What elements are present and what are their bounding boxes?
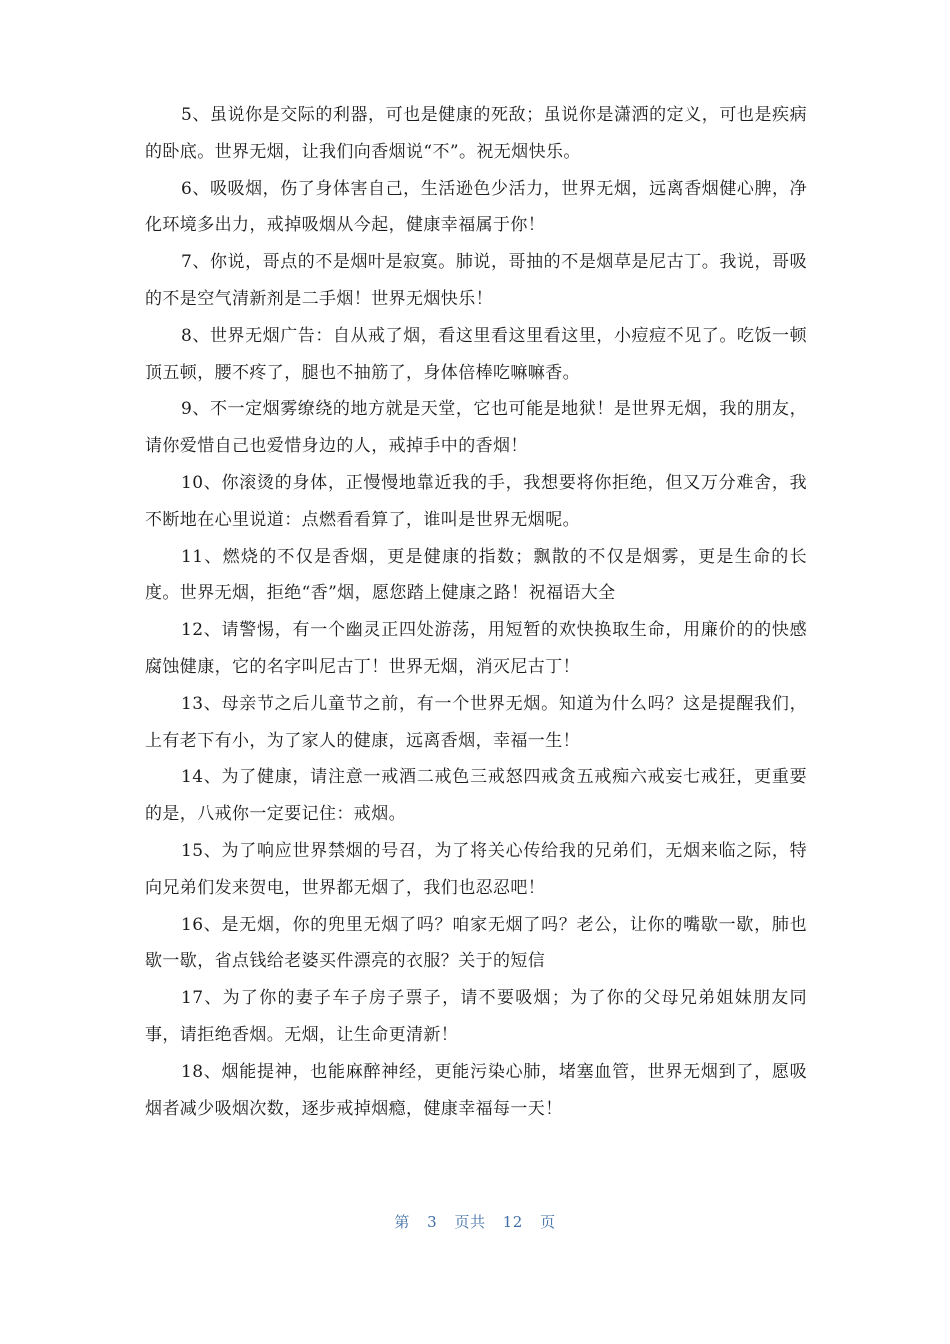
paragraph-item-9: 9、不一定烟雾缭绕的地方就是天堂，它也可能是地狱！是世界无烟，我的朋友，请你爱惜自己也爱惜身边的人，戒掉手中的香烟！ (145, 399, 807, 457)
paragraph-item-5: 5、虽说你是交际的利器，可也是健康的死敌；虽说你是潇洒的定义，可也是疾病的卧底。世界无烟，让我们向香烟说“不”。祝无烟快乐。 (145, 105, 807, 162)
document-body (145, 97, 807, 1127)
paragraph-item-7: 7、你说，哥点的不是烟叶是寂寞。肺说，哥抽的不是烟草是尼古丁。我说，哥吸的不是空气清新剂是二手烟！世界无烟快乐！ (145, 252, 807, 309)
paragraph-item-18: 18、烟能提神，也能麻醉神经，更能污染心肺，堵塞血管，世界无烟到了，愿吸烟者减少吸烟次数，逐步戒掉烟瘾，健康幸福每一天！ (145, 1061, 807, 1119)
paragraph-item-13: 13、母亲节之后儿童节之前，有一个世界无烟。知道为什么吗？这是提醒我们，上有老下有小，为了家人的健康，远离香烟，幸福一生！ (145, 693, 807, 751)
paragraph-item-15: 15、为了响应世界禁烟的号召，为了将关心传给我的兄弟们，无烟来临之际，特向兄弟们发来贺电，世界都无烟了，我们也忍忍吧！ (145, 840, 807, 898)
footer-middle: 页共 (454, 1213, 486, 1231)
paragraph-item-11: 11、燃烧的不仅是香烟，更是健康的指数；飘散的不仅是烟雾，更是生命的长度。世界无烟，拒绝“香”烟，愿您踏上健康之路！祝福语大全 (145, 546, 807, 604)
footer-prefix: 第 (394, 1213, 410, 1231)
paragraph-item-12: 12、请警惕，有一个幽灵正四处游荡，用短暂的欢快换取生命，用廉价的的快感腐蚀健康，它的名字叫尼古丁！世界无烟，消灭尼古丁！ (145, 620, 807, 677)
paragraph-item-14: 14、为了健康，请注意一戒酒二戒色三戒怒四戒贪五戒痴六戒妄七戒狂，更重要的是，八戒你一定要记住：戒烟。 (145, 767, 807, 825)
paragraph-item-17: 17、为了你的妻子车子房子票子，请不要吸烟；为了你的父母兄弟姐妹朋友同事，请拒绝香烟。无烟，让生命更清新！ (145, 988, 807, 1045)
footer-suffix: 页 (540, 1213, 556, 1231)
paragraph-item-6: 6、吸吸烟，伤了身体害自己，生活逊色少活力，世界无烟，远离香烟健心脾，净化环境多出力，戒掉吸烟从今起，健康幸福属于你！ (145, 178, 807, 236)
footer-current-page: 3 (427, 1213, 438, 1231)
paragraph-item-8: 8、世界无烟广告：自从戒了烟，看这里看这里看这里，小痘痘不见了。吃饭一顿顶五顿，腰不疼了，腿也不抽筋了，身体倍棒吃嘛嘛香。 (145, 325, 807, 383)
paragraph-item-10: 10、你滚烫的身体，正慢慢地靠近我的手，我想要将你拒绝，但又万分难舍，我不断地在心里说道：点燃看看算了，谁叫是世界无烟呢。 (145, 472, 807, 530)
page-footer (0, 1211, 950, 1232)
paragraph-item-16: 16、是无烟，你的兜里无烟了吗？咱家无烟了吗？老公，让你的嘴歇一歇，肺也歇一歇，省点钱给老婆买件漂亮的衣服？关于的短信 (145, 914, 807, 972)
footer-total-pages: 12 (502, 1213, 523, 1231)
